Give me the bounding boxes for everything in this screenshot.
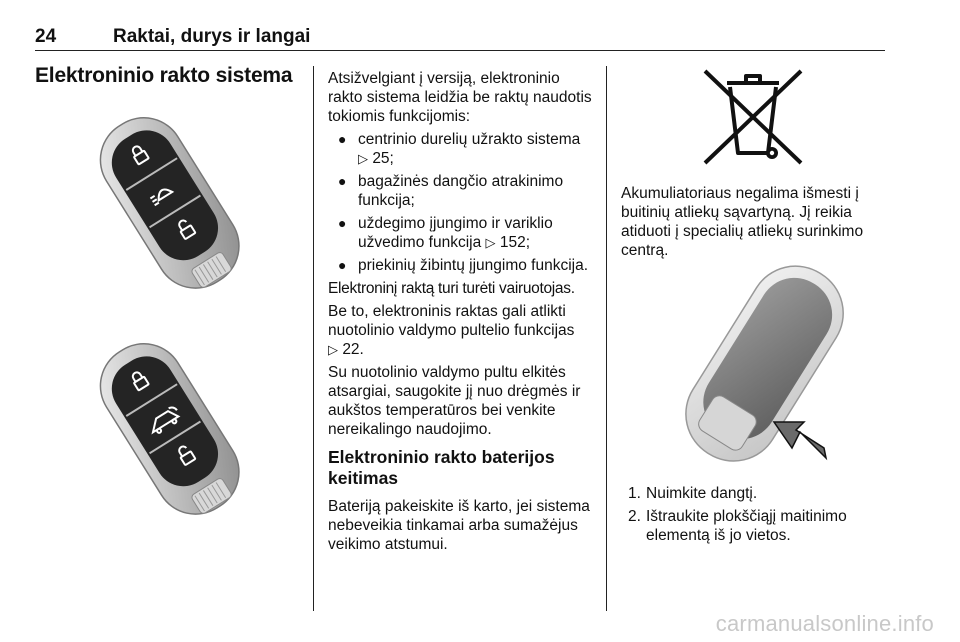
bullet-icon: ●: [338, 131, 347, 147]
header-rule: [35, 50, 885, 51]
list-item: 2. Ištraukite plokščiąjį maitinimo elementą iš jo vietos.: [628, 508, 847, 544]
text-column-3: [621, 184, 883, 264]
intro-paragraph: Atsižvelgiant į versiją, elektroninio rakto sistema leidžia be raktų naudotis tokiomis funkcijomis:: [328, 70, 592, 125]
care-paragraph: Su nuotolinio valdymo pultu elkitės atsargiai, saugokite jį nuo drėgmės ir aukštos temperatūros bei venkite nereikalingo naudojimo.: [328, 364, 581, 438]
driver-paragraph: Elektroninį raktą turi turėti vairuotojas.: [328, 280, 575, 297]
chapter-title: Raktai, durys ir langai: [113, 26, 311, 47]
bullet-icon: ●: [338, 173, 347, 189]
crossed-bin-icon: [699, 67, 807, 167]
page-ref[interactable]: 22.: [342, 341, 364, 358]
column-divider-2: [606, 66, 607, 611]
feature-list: [328, 130, 598, 275]
page-header: [35, 26, 885, 52]
column-divider-1: [313, 66, 314, 611]
page-ref-icon: ▷: [328, 342, 338, 357]
list-item: ● priekinių žibintų įjungimo funkcija.: [338, 257, 589, 274]
remote-paragraph: Be to, elektroninis raktas gali atlikti nuotolinio valdymo pultelio funkcijas ▷ 22.: [328, 303, 575, 358]
key-fob-cover-removal-illustration: [622, 262, 884, 472]
bullet-icon: ●: [338, 215, 347, 231]
battery-paragraph: Bateriją pakeiskite iš karto, jei sistema nebeveikia tinkamai arba sumažėjus veikimo atstumui.: [328, 498, 590, 553]
list-item: ● bagažinės dangčio atrakinimo funkcija;: [338, 173, 564, 209]
list-item: ● centrinio durelių užrakto sistema ▷ 25;: [338, 131, 581, 167]
page-ref-icon: ▷: [358, 151, 368, 166]
page-number: 24: [35, 26, 57, 47]
key-fob-tailgate-illustration: [66, 330, 271, 530]
text-column-2: [328, 69, 598, 558]
list-item: ● uždegimo įjungimo ir variklio užvedimo funkcija ▷ 152;: [338, 215, 553, 251]
page-ref[interactable]: 152;: [499, 234, 530, 251]
page-ref[interactable]: 25;: [372, 150, 394, 167]
list-item: 1. Nuimkite dangtį.: [628, 485, 758, 502]
page-ref-icon: ▷: [485, 235, 496, 250]
disposal-paragraph: Akumuliatoriaus negalima išmesti į buitinių atliekų sąvartyną. Jį reikia atiduoti į specialių atliekų surinkimo centrą.: [621, 185, 864, 259]
steps-column: [621, 484, 883, 549]
watermark: carmanualsonline.info: [715, 611, 934, 636]
section-title: Elektroninio rakto sistema: [35, 64, 293, 87]
key-fob-headlight-illustration: [66, 104, 271, 304]
bullet-icon: ●: [338, 257, 347, 273]
battery-subheading: Elektroninio rakto baterijos keitimas: [328, 447, 555, 488]
steps-list: [621, 484, 883, 545]
